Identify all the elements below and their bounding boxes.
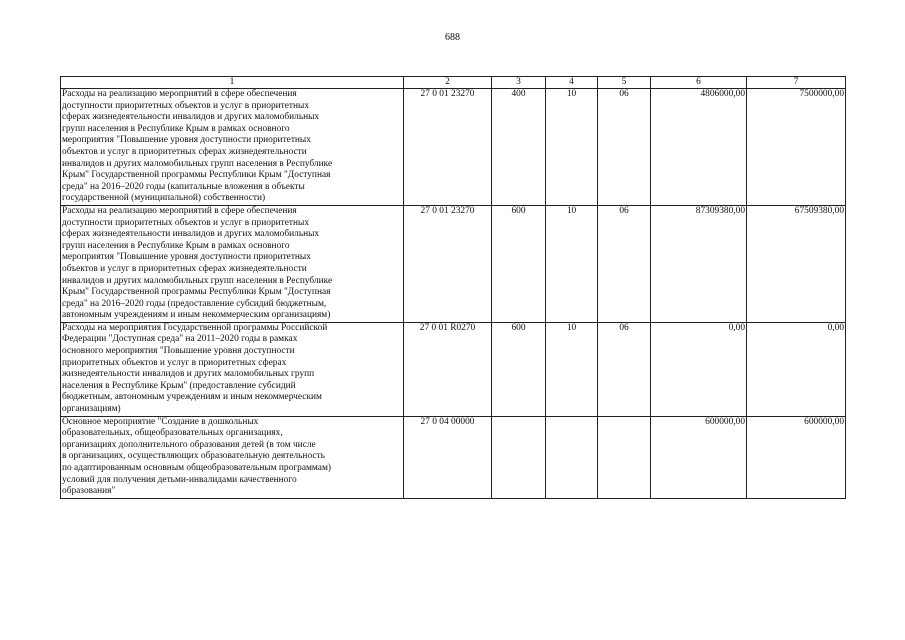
row-amount-7: 600000,00 — [747, 416, 846, 498]
header-col-5: 5 — [598, 77, 651, 89]
table-row — [61, 322, 846, 416]
header-col-1: 1 — [61, 77, 404, 89]
row-code: 27 0 01 23270 — [404, 205, 492, 322]
row-col5: 06 — [598, 322, 651, 416]
table-row — [61, 89, 846, 206]
row-col3: 400 — [492, 89, 546, 206]
row-amount-6: 4806000,00 — [651, 89, 747, 206]
row-amount-6: 600000,00 — [651, 416, 747, 498]
row-description: Расходы на мероприятия Государственной программы Российской Федерации "Доступная среда" на 2011–2020 годы в рамках основного мероприятия "Повышение уровня доступности приоритетных объектов и услуг в приоритетных сферах жизнедеятельности инвалидов и других маломобильных групп населения в Республике Крым" (предоставление субсидий бюджетным, автономным учреждениям и иным некоммерческим организациям) — [61, 322, 404, 416]
row-col3: 600 — [492, 205, 546, 322]
row-col4: 10 — [546, 205, 598, 322]
row-col3 — [492, 416, 546, 498]
row-description: Основное мероприятие "Создание в дошкольных образовательных, общеобразовательных организациях, организациях дополнительного образования детей (в том числе в организациях, осуществляющих образовательную деятельность по адаптированным основным общеобразовательным программам) условий для получения детьми-инвалидами качественного образования" — [61, 416, 404, 498]
header-col-3: 3 — [492, 77, 546, 89]
row-amount-7: 7500000,00 — [747, 89, 846, 206]
header-col-7: 7 — [747, 77, 846, 89]
row-amount-7: 0,00 — [747, 322, 846, 416]
row-description: Расходы на реализацию мероприятий в сфере обеспечения доступности приоритетных объектов и услуг в приоритетных сферах жизнедеятельности инвалидов и других маломобильных групп населения в Республике Крым в рамках основного мероприятия "Повышение уровня доступности приоритетных объектов и услуг в приоритетных сферах жизнедеятельности инвалидов и других маломобильных групп населения в Республике Крым" Государственной программы Республики Крым "Доступная среда" на 2016–2020 годы (капитальные вложения в объекты государственной (муниципальной) собственности) — [61, 89, 404, 206]
row-description: Расходы на реализацию мероприятий в сфере обеспечения доступности приоритетных объектов и услуг в приоритетных сферах жизнедеятельности инвалидов и других маломобильных групп населения в Республике Крым в рамках основного мероприятия "Повышение уровня доступности приоритетных объектов и услуг в приоритетных сферах жизнедеятельности инвалидов и других маломобильных групп населения в Республике Крым" Государственной программы Республики Крым "Доступная среда" на 2016–2020 годы (предоставление субсидий бюджетным, автономным учреждениям и иным некоммерческим организациям) — [61, 205, 404, 322]
table-row — [61, 416, 846, 498]
row-col5 — [598, 416, 651, 498]
row-code: 27 0 01 23270 — [404, 89, 492, 206]
row-amount-6: 0,00 — [651, 322, 747, 416]
page-number: 688 — [445, 32, 460, 43]
row-col4: 10 — [546, 322, 598, 416]
budget-table — [60, 76, 846, 499]
row-code: 27 0 01 R0270 — [404, 322, 492, 416]
table-row — [61, 205, 846, 322]
row-col5: 06 — [598, 89, 651, 206]
header-col-4: 4 — [546, 77, 598, 89]
header-col-6: 6 — [651, 77, 747, 89]
row-col4: 10 — [546, 89, 598, 206]
header-row — [61, 77, 846, 89]
row-amount-7: 67509380,00 — [747, 205, 846, 322]
row-col4 — [546, 416, 598, 498]
row-col5: 06 — [598, 205, 651, 322]
row-code: 27 0 04 00000 — [404, 416, 492, 498]
row-amount-6: 87309380,00 — [651, 205, 747, 322]
row-col3: 600 — [492, 322, 546, 416]
header-col-2: 2 — [404, 77, 492, 89]
